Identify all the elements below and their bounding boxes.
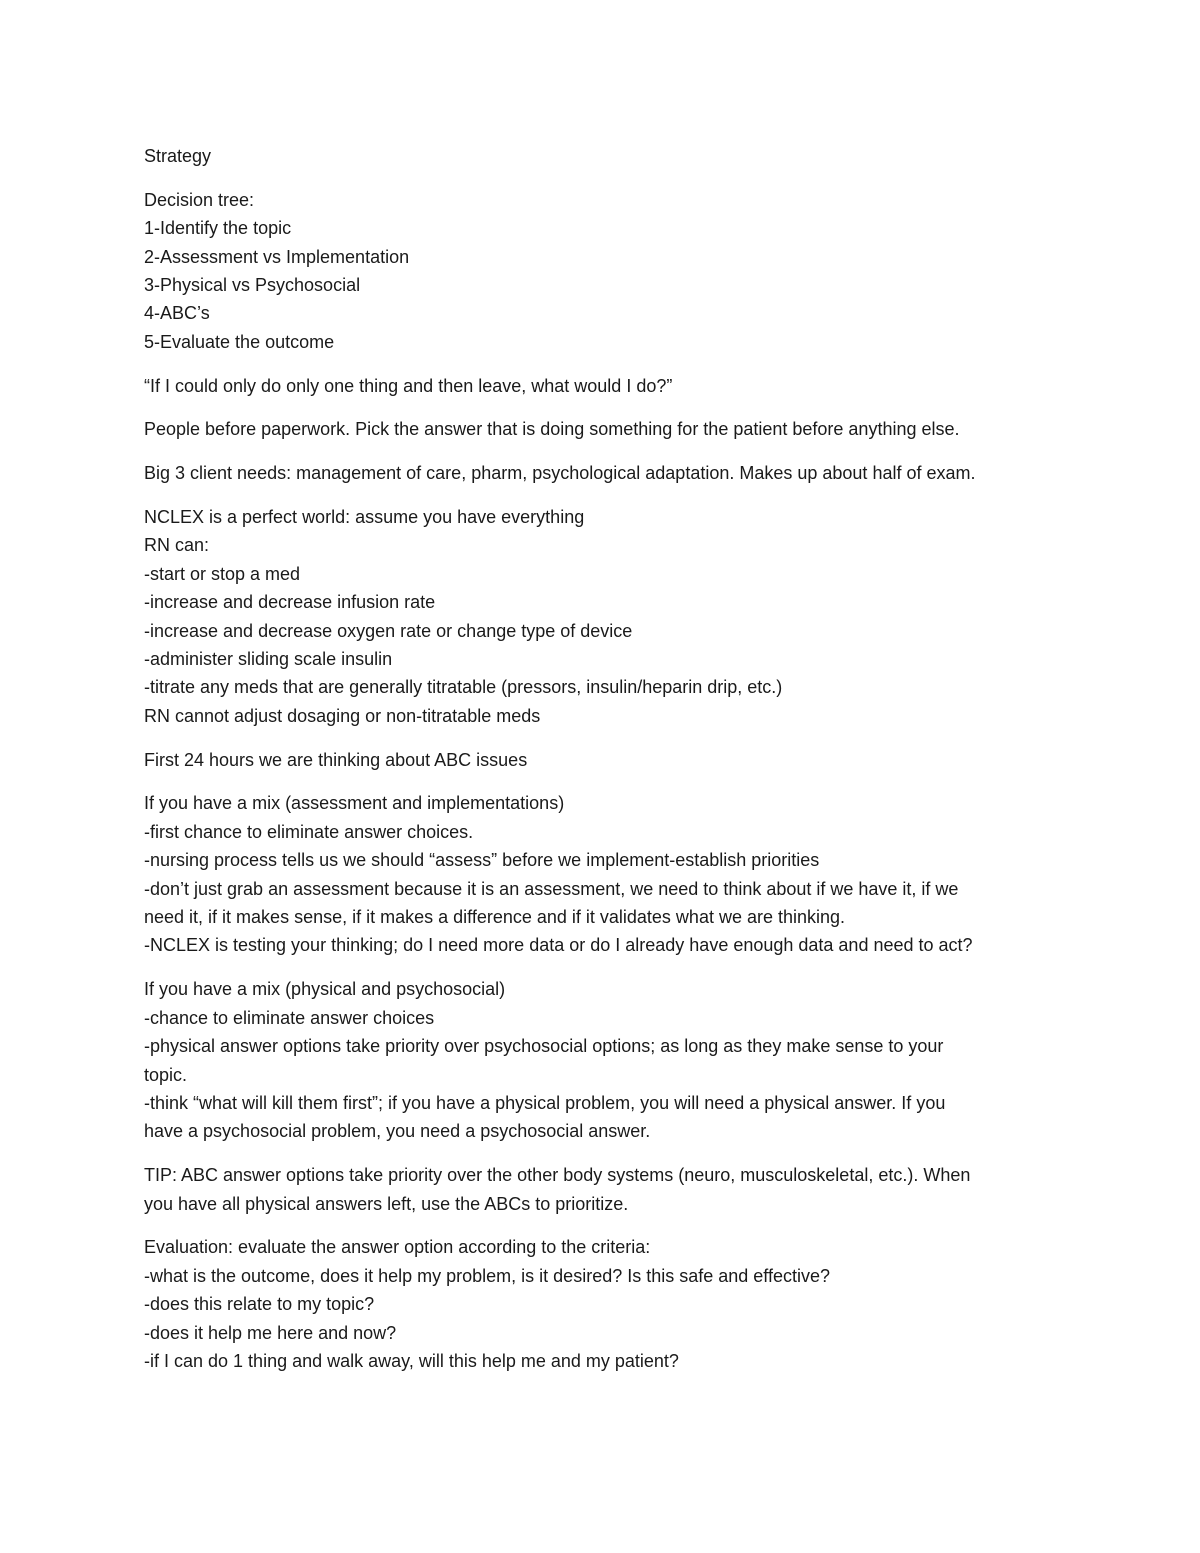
document-title: Strategy [144,146,212,166]
mix-assessment-item: need it, if it makes sense, if it makes a difference and if it validates what we are thinking. [144,907,846,928]
rn-intro: NCLEX is a perfect world: assume you have everything [144,507,585,528]
evaluation-item: -if I can do 1 thing and walk away, will this help me and my patient? [144,1350,679,1371]
rn-can-item: -increase and decrease infusion rate [144,592,436,613]
rn-can-heading: RN can: [144,535,210,556]
evaluation-item: -what is the outcome, does it help my problem, is it desired? Is this safe and effective? [144,1265,831,1286]
people-before-paperwork-text: People before paperwork. Pick the answer that is doing something for the patient before anything else. [144,419,960,440]
mix-assessment-item: -first chance to eliminate answer choices. [144,821,474,842]
tip-line: you have all physical answers left, use the ABCs to prioritize. [144,1193,629,1214]
decision-tree-step: 3-Physical vs Psychosocial [144,275,361,296]
tip-paragraph [144,1161,1064,1218]
quote-paragraph [144,372,1064,400]
title-block [144,142,1064,170]
decision-tree-step: 1-Identify the topic [144,218,292,239]
mix-assessment-section [144,789,1064,959]
mix-physical-section [144,975,1064,1145]
big3-paragraph [144,459,1064,487]
mix-physical-item: -physical answer options take priority over psychosocial options; as long as they make sense to your [144,1036,944,1057]
rn-can-item: -start or stop a med [144,563,301,584]
decision-tree-step: 5-Evaluate the outcome [144,331,335,352]
decision-tree-section [144,186,1064,356]
mix-physical-item: topic. [144,1064,188,1085]
mix-assessment-item: -nursing process tells us we should “assess” before we implement-establish priorities [144,850,820,871]
mix-physical-item: -think “what will kill them first”; if you have a physical problem, you will need a physical answer. If you [144,1092,946,1113]
mix-physical-heading: If you have a mix (physical and psychosocial) [144,979,506,1000]
decision-tree-heading: Decision tree: [144,189,255,210]
decision-tree-step: 2-Assessment vs Implementation [144,246,410,267]
rn-can-item: -administer sliding scale insulin [144,649,393,670]
mix-assessment-heading: If you have a mix (assessment and implementations) [144,793,565,814]
first24-text: First 24 hours we are thinking about ABC issues [144,749,528,770]
evaluation-item: -does it help me here and now? [144,1322,397,1343]
tip-line: TIP: ABC answer options take priority over the other body systems (neuro, musculoskeletal, etc.). When [144,1165,971,1186]
evaluation-item: -does this relate to my topic? [144,1294,375,1315]
mix-physical-item: have a psychosocial problem, you need a psychosocial answer. [144,1121,651,1142]
document-body [144,142,1064,1391]
mix-assessment-item: -don’t just grab an assessment because it is an assessment, we need to think about if we have it, if we [144,878,959,899]
decision-tree-step: 4-ABC’s [144,303,210,324]
evaluation-heading: Evaluation: evaluate the answer option according to the criteria: [144,1237,651,1258]
mix-physical-item: -chance to eliminate answer choices [144,1007,435,1028]
mix-assessment-item: -NCLEX is testing your thinking; do I need more data or do I already have enough data and need to act? [144,935,973,956]
rn-can-item: -increase and decrease oxygen rate or change type of device [144,620,633,641]
rn-cannot-text: RN cannot adjust dosaging or non-titratable meds [144,705,541,726]
people-before-paperwork-paragraph [144,415,1064,443]
rn-section [144,503,1064,730]
first24-paragraph [144,746,1064,774]
evaluation-section [144,1233,1064,1375]
quote-text: “If I could only do only one thing and then leave, what would I do?” [144,375,673,396]
big3-text: Big 3 client needs: management of care, pharm, psychological adaptation. Makes up about half of exam. [144,463,976,484]
rn-can-item: -titrate any meds that are generally titratable (pressors, insulin/heparin drip, etc.) [144,677,783,698]
